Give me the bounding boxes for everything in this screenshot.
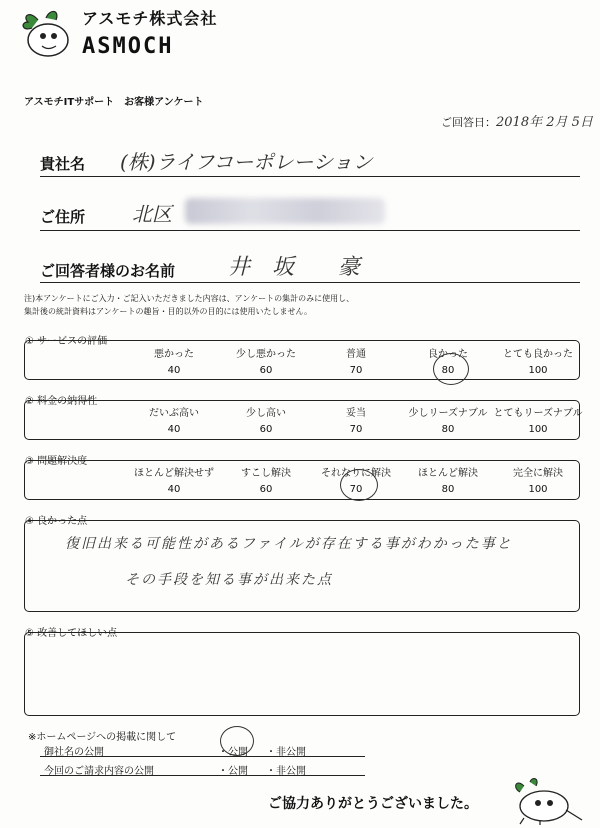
respondent-field-value: 井 坂 豪 (228, 255, 361, 280)
section-resolution-label: ③ 問題解決度 (25, 456, 88, 467)
selected-answer-circle (340, 469, 378, 501)
section-improve-box[interactable] (24, 632, 580, 716)
address-field-label: ご住所 (40, 208, 86, 226)
option-5[interactable]: 完全に解決 100 (513, 468, 563, 495)
thanks-message: ご協力ありがとうございました。 (268, 796, 478, 812)
publication-line-1 (40, 756, 365, 757)
option-3[interactable]: それなりに解決 70 (321, 468, 391, 495)
section-price-label: ② 料金の納得性 (25, 396, 98, 407)
section-resolution-box (24, 460, 580, 500)
selected-answer-circle (433, 353, 469, 385)
selected-publication-circle (220, 726, 254, 756)
section-improve-label: ⑤ 改善してほしい点 (25, 628, 118, 639)
option-4[interactable]: 少しリーズナブル 80 (408, 408, 488, 435)
publication-invoice-private-option[interactable]: ・非公開 (266, 766, 306, 777)
address-field-value: 北区 (132, 202, 172, 226)
company-field-label: 貴社名 (40, 155, 86, 173)
answer-date (441, 111, 593, 130)
section-service-label: ① サービスの評価 (25, 336, 108, 347)
company-name-en: ASMOCH (82, 34, 174, 59)
publication-company-public-option[interactable]: ・公開 (218, 747, 248, 758)
company-field-line (40, 176, 580, 177)
respondent-field-label: ご回答者様のお名前 (40, 262, 176, 280)
company-name-ja: アスモチ株式会社 (82, 9, 218, 28)
option-3[interactable]: 妥当 70 (346, 408, 366, 435)
section-price-box (24, 400, 583, 440)
privacy-note-1: 注)本アンケートにご入力・ご記入いただきました内容は、アンケートの集計のみに使用し、 (24, 294, 355, 303)
option-1[interactable]: だいぶ高い 40 (149, 408, 199, 435)
section-good-label: ④ 良かった点 (25, 516, 88, 527)
good-points-line-2: その手段を知る事が出来た点 (125, 572, 333, 588)
option-1[interactable]: 悪かった 40 (154, 349, 194, 376)
publication-invoice-label: 今回のご請求内容の公開 (44, 766, 154, 777)
option-4[interactable]: ほとんど解決 80 (418, 468, 478, 495)
survey-title: アスモチITサポート お客様アンケート (24, 97, 204, 108)
section-service-box (24, 340, 580, 380)
publication-title: ※ホームページへの掲載に関して (28, 732, 177, 743)
redacted-address (185, 198, 385, 224)
address-field-line (40, 230, 580, 231)
option-4[interactable]: 良かった 80 (428, 349, 468, 376)
mascot-icon (510, 776, 590, 826)
option-2[interactable]: 少し高い 60 (246, 408, 286, 435)
answer-date-value: 2018年 2月 5日 (496, 115, 593, 130)
option-5[interactable]: とても良かった 100 (503, 349, 573, 376)
privacy-note-2: 集計後の統計資料はアンケートの趣旨・目的以外の目的には使用いたしません。 (24, 307, 312, 316)
publication-line-2 (40, 775, 365, 776)
company-field-value: (株)ライフコーポレーション (120, 150, 373, 174)
publication-company-private-option[interactable]: ・非公開 (266, 747, 306, 758)
publication-company-label: 御社名の公開 (44, 747, 104, 758)
section-good-box[interactable] (24, 520, 580, 612)
good-points-line-1: 復旧出来る可能性があるファイルが存在する事がわかった事と (65, 536, 513, 552)
option-3[interactable]: 普通 70 (346, 349, 366, 376)
option-2[interactable]: 少し悪かった 60 (236, 349, 296, 376)
radish-logo-icon (16, 6, 76, 62)
option-1[interactable]: ほとんど解決せず 40 (134, 468, 214, 495)
option-2[interactable]: すこし解決 60 (241, 468, 291, 495)
publication-invoice-public-option[interactable]: ・公開 (218, 766, 248, 777)
answer-date-label: ご回答日： (441, 116, 496, 129)
respondent-field-line (40, 282, 580, 283)
option-5[interactable]: とてもリーズナブル 100 (493, 408, 583, 435)
